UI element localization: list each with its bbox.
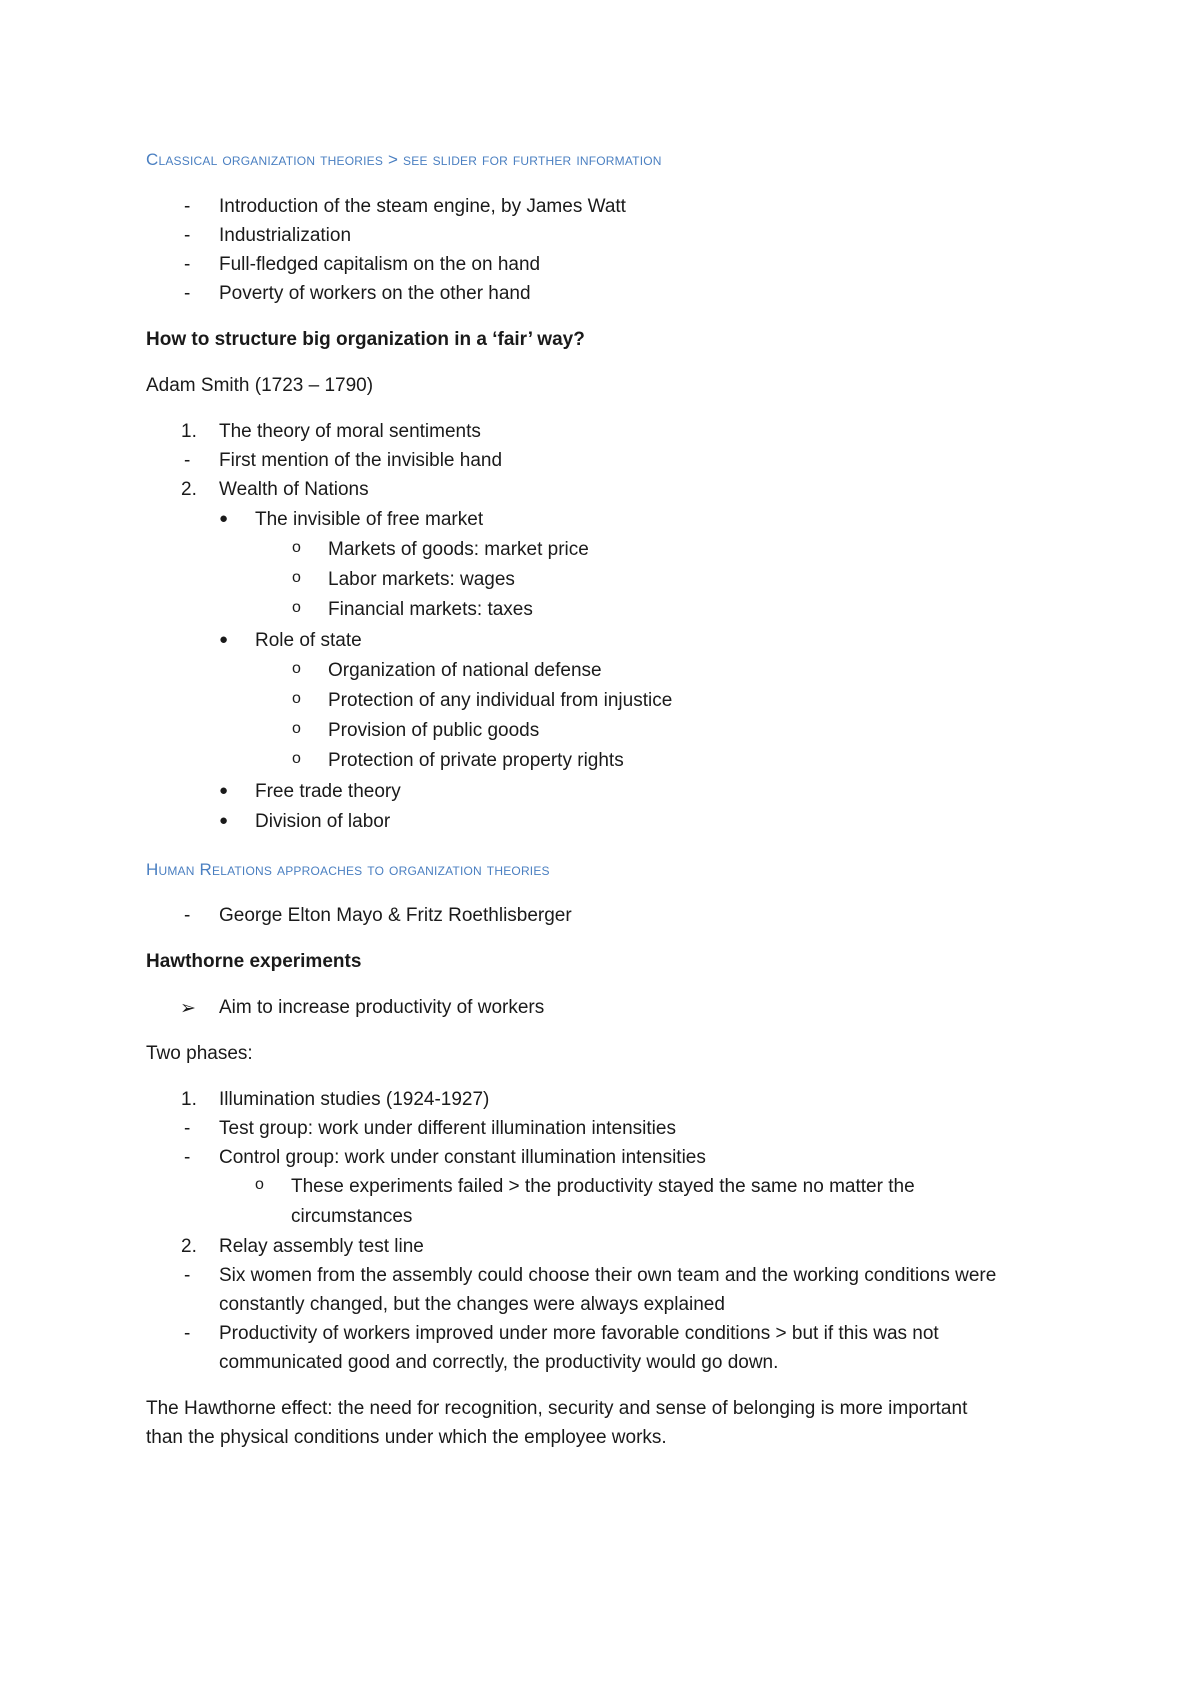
section-heading-human-relations: Human Relations approaches to organization theories <box>146 860 550 879</box>
sub-bullet-text: These experiments failed > the productivity stayed the same no matter the <box>291 1176 915 1197</box>
question-heading: How to structure big organization in a ‘fair’ way? <box>146 329 585 350</box>
sub-bullet-text-continuation: circumstances <box>291 1206 413 1227</box>
list-item-text: Six women from the assembly could choose their own team and the working conditions were <box>219 1265 997 1286</box>
circle-bullet-icon: o <box>292 690 301 707</box>
circle-bullet-icon: o <box>292 720 301 737</box>
sub-bullet-text: Provision of public goods <box>328 720 540 741</box>
sub-bullet-text: Financial markets: taxes <box>328 599 533 620</box>
list-item-text: First mention of the invisible hand <box>219 450 503 471</box>
dash-bullet: - <box>184 450 191 471</box>
circle-bullet-icon: o <box>292 539 301 556</box>
subheading-hawthorne: Hawthorne experiments <box>146 951 362 972</box>
dash-bullet: - <box>184 1147 191 1168</box>
sub-bullet-text: Markets of goods: market price <box>328 539 589 560</box>
list-item-text: George Elton Mayo & Fritz Roethlisberger <box>219 905 572 926</box>
list-item-text: Control group: work under constant illumination intensities <box>219 1147 706 1168</box>
paragraph-line: The Hawthorne effect: the need for recognition, security and sense of belonging is more important <box>146 1398 968 1419</box>
bullet-icon: ● <box>219 812 229 829</box>
numbered-item-text: Wealth of Nations <box>219 479 369 500</box>
circle-bullet-icon: o <box>292 599 301 616</box>
sub-bullet-text: Protection of any individual from injustice <box>328 690 673 711</box>
arrow-item-text: Aim to increase productivity of workers <box>219 997 545 1018</box>
section-heading-classical: Classical organization theories > see slider for further information <box>146 150 662 169</box>
circle-bullet-icon: o <box>292 750 301 767</box>
phases-label: Two phases: <box>146 1043 253 1064</box>
circle-bullet-icon: o <box>255 1176 264 1193</box>
bullet-icon: ● <box>219 631 229 648</box>
person-line: Adam Smith (1723 – 1790) <box>146 375 374 396</box>
numbered-item-text: Illumination studies (1924-1927) <box>219 1089 490 1110</box>
list-item-text: Productivity of workers improved under more favorable conditions > but if this was not <box>219 1323 939 1344</box>
paragraph-line: than the physical conditions under which the employee works. <box>146 1427 667 1448</box>
dash-bullet: - <box>184 196 191 217</box>
bullet-icon: ● <box>219 510 229 527</box>
dash-bullet: - <box>184 254 191 275</box>
intro-item-text: Introduction of the steam engine, by James Watt <box>219 196 626 217</box>
bullet-icon: ● <box>219 782 229 799</box>
list-item-text: Test group: work under different illumination intensities <box>219 1118 676 1139</box>
dash-bullet: - <box>184 1323 191 1344</box>
arrow-bullet-icon: ➢ <box>180 998 196 1019</box>
item-number: 2. <box>181 1236 197 1257</box>
sub-bullet-text: Protection of private property rights <box>328 750 624 771</box>
numbered-item-text: The theory of moral sentiments <box>219 421 481 442</box>
bullet-item-text: Role of state <box>255 630 362 651</box>
circle-bullet-icon: o <box>292 569 301 586</box>
intro-item-text: Full-fledged capitalism on the on hand <box>219 254 541 275</box>
bullet-item-text: Division of labor <box>255 811 391 832</box>
intro-item-text: Industrialization <box>219 225 352 246</box>
item-number: 2. <box>181 479 197 500</box>
bullet-item-text: Free trade theory <box>255 781 401 802</box>
dash-bullet: - <box>184 905 191 926</box>
dash-bullet: - <box>184 1265 191 1286</box>
list-item-text-continuation: communicated good and correctly, the productivity would go down. <box>219 1352 779 1373</box>
intro-item-text: Poverty of workers on the other hand <box>219 283 531 304</box>
circle-bullet-icon: o <box>292 660 301 677</box>
dash-bullet: - <box>184 283 191 304</box>
bullet-item-text: The invisible of free market <box>255 509 484 530</box>
dash-bullet: - <box>184 1118 191 1139</box>
sub-bullet-text: Organization of national defense <box>328 660 602 681</box>
item-number: 1. <box>181 1089 197 1110</box>
dash-bullet: - <box>184 225 191 246</box>
item-number: 1. <box>181 421 197 442</box>
numbered-item-text: Relay assembly test line <box>219 1236 424 1257</box>
list-item-text-continuation: constantly changed, but the changes were always explained <box>219 1294 725 1315</box>
sub-bullet-text: Labor markets: wages <box>328 569 515 590</box>
